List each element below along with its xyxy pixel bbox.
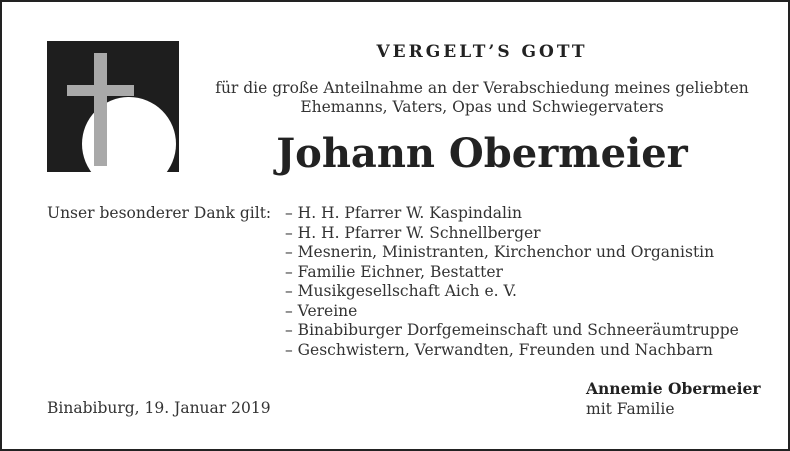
cross-horizontal-beam — [67, 85, 134, 96]
signature — [586, 379, 761, 419]
thanks-item: – Geschwistern, Verwandten, Freunden und Nachbarn — [285, 340, 713, 359]
thanks-item: – Binabiburger Dorfgemeinschaft und Schneeräumtruppe — [285, 321, 739, 339]
deceased-name: Johann Obermeier — [276, 130, 688, 177]
thanks-item: – Musikgesellschaft Aich e. V. — [285, 282, 517, 300]
heading: VERGELT’S GOTT — [376, 42, 588, 62]
thanks-label: Unser besonderer Dank gilt: — [47, 204, 272, 222]
thanks-list — [285, 204, 739, 360]
place-date: Binabiburg, 19. Januar 2019 — [47, 399, 271, 417]
signature-subline: mit Familie — [586, 400, 675, 418]
signature-name: Annemie Obermeier — [586, 379, 761, 398]
cross-icon — [47, 41, 179, 172]
intro-line: für die große Anteilnahme an der Verabschiedung meines geliebten — [215, 79, 749, 97]
cross-emblem — [47, 41, 179, 172]
thanks-item: – H. H. Pfarrer W. Schnellberger — [285, 223, 541, 242]
thanks-item: – Mesnerin, Ministranten, Kirchenchor und Organistin — [285, 243, 715, 261]
thanks-item: – Familie Eichner, Bestatter — [285, 262, 503, 281]
intro-line: Ehemanns, Vaters, Opas und Schwiegervaters — [300, 98, 664, 116]
cross-vertical-beam — [94, 53, 107, 166]
thanks-item: – Vereine — [285, 301, 358, 320]
intro-text — [202, 79, 762, 117]
thanks-item: – H. H. Pfarrer W. Kaspindalin — [285, 204, 522, 222]
